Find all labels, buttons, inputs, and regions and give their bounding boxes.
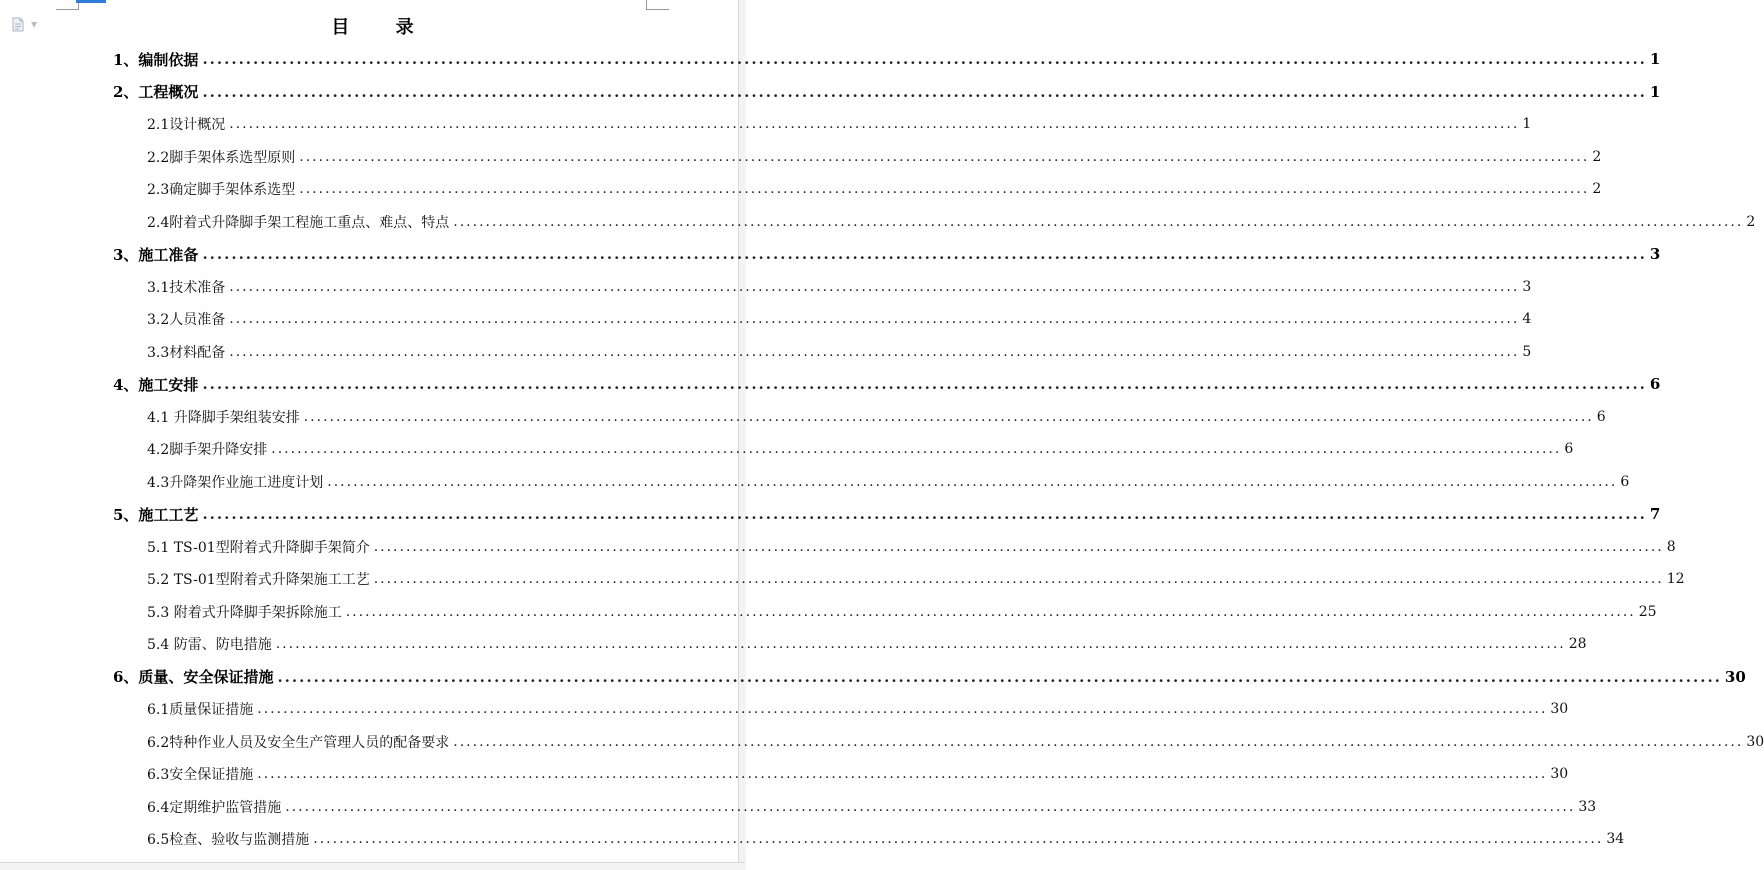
toc-entry-text: 5.1 TS-01型附着式升降脚手架简介	[147, 539, 370, 556]
toc-dot-leader: ........................................................................................................................................................................................................	[453, 733, 1744, 750]
toc-page-number: 6	[1564, 441, 1574, 457]
toc-page-number: 6	[1649, 375, 1661, 393]
toc-dot-leader: ........................................................................................................................................................................................................	[373, 538, 1664, 555]
toc-page-number: 1	[1649, 50, 1661, 68]
toc-subentry[interactable]	[147, 173, 1602, 205]
toc-page-number: 2	[1746, 213, 1756, 230]
toc-dot-leader: ........................................................................................................................................................................................................	[453, 213, 1744, 230]
toc-dot-leader: ........................................................................................................................................................................................................	[299, 181, 1590, 197]
toc-page-number: 12	[1666, 571, 1685, 587]
toc-dot-leader: ........................................................................................................................................................................................................	[303, 408, 1594, 425]
toc-dot-leader: ........................................................................................................................................................................................................	[229, 278, 1520, 295]
toc-subentry[interactable]	[147, 433, 1574, 465]
toc-page-number: 3	[1649, 245, 1661, 263]
toc-entry-text: 4.2脚手架升降安排	[147, 442, 268, 458]
toc-subentry[interactable]	[147, 401, 1606, 433]
toc-dot-leader: ........................................................................................................................................................................................................	[313, 831, 1604, 847]
toc-page-number: 1	[1522, 116, 1532, 132]
toc-page-number: 4	[1522, 311, 1532, 327]
toc-entry-text: 2.3确定脚手架体系选型	[147, 182, 296, 198]
toc-entry-text: 6、质量、安全保证措施	[113, 668, 274, 686]
toc-dot-leader: ........................................................................................................................................................................................................	[229, 343, 1520, 360]
toc-subentry[interactable]	[147, 758, 1569, 790]
toc-dot-leader: ........................................................................................................................................................................................................	[373, 571, 1664, 587]
toc-dot-leader: ........................................................................................................................................................................................................	[277, 667, 1722, 686]
toc-dot-leader: ........................................................................................................................................................................................................	[229, 311, 1520, 327]
toc-entry-text: 6.3安全保证措施	[147, 767, 254, 783]
toc-page-number: 28	[1568, 636, 1587, 652]
toc-subentry[interactable]	[147, 141, 1602, 173]
toc-entry-text: 6.1质量保证措施	[147, 702, 254, 718]
toc-entry-text: 4、施工安排	[113, 375, 199, 394]
toc-subentry[interactable]	[147, 466, 1630, 498]
toc-entry-text: 4.3升降架作业施工进度计划	[147, 474, 324, 491]
chevron-down-icon[interactable]: ▼	[31, 20, 38, 29]
toc-dot-leader: ........................................................................................................................................................................................................	[345, 603, 1636, 620]
toc-page-number: 2	[1592, 181, 1602, 197]
toc-page-number: 6	[1620, 473, 1630, 490]
toc-subentry[interactable]	[147, 693, 1569, 725]
toc-subentry[interactable]	[147, 596, 1657, 628]
selection-indicator	[76, 0, 106, 3]
toc-entry-text: 1、编制依据	[113, 50, 199, 69]
toc-subentry[interactable]	[147, 531, 1676, 563]
toc-dot-leader: ........................................................................................................................................................................................................	[202, 375, 1647, 393]
toc-entry-text: 3.1技术准备	[147, 279, 226, 296]
toc-title: 目 录	[331, 17, 434, 38]
toc-page-number: 30	[1550, 701, 1569, 717]
toc-heading-entry[interactable]	[113, 76, 1661, 108]
toc-dot-leader: ........................................................................................................................................................................................................	[202, 505, 1647, 523]
toc-entry-text: 2.1设计概况	[147, 117, 226, 133]
toc-page-number: 33	[1578, 798, 1597, 815]
toc-entry-text: 2.4附着式升降脚手架工程施工重点、难点、特点	[147, 214, 450, 231]
toc-page-number: 7	[1649, 505, 1661, 523]
toc-entry-text: 6.4定期维护监管措施	[147, 799, 282, 816]
toc-page-number: 25	[1638, 603, 1657, 620]
toc-dot-leader: ........................................................................................................................................................................................................	[327, 473, 1618, 490]
toc-entry-text: 5.3 附着式升降脚手架拆除施工	[147, 604, 342, 621]
crop-mark-top-right-h	[646, 9, 669, 10]
toc-entry-text: 6.2特种作业人员及安全生产管理人员的配备要求	[147, 734, 450, 751]
toc-page-number: 30	[1724, 667, 1746, 686]
toc-page-number: 8	[1666, 538, 1676, 555]
toc-subentry[interactable]	[147, 563, 1685, 595]
toc-entry-text: 5.2 TS-01型附着式升降架施工工艺	[147, 572, 370, 588]
toc-entry-text: 6.5检查、验收与监测措施	[147, 832, 310, 848]
toc-page-number: 1	[1649, 82, 1661, 101]
toc-dot-leader: ........................................................................................................................................................................................................	[299, 148, 1590, 165]
toc-dot-leader: ........................................................................................................................................................................................................	[229, 116, 1520, 132]
toc-entry-text: 3.3材料配备	[147, 344, 226, 361]
toc-dot-leader: ........................................................................................................................................................................................................	[202, 50, 1647, 68]
page-bottom-edge	[0, 862, 745, 870]
toc-subentry[interactable]	[147, 108, 1532, 140]
toc-dot-leader: ........................................................................................................................................................................................................	[285, 798, 1576, 815]
toc-entry-text: 5、施工工艺	[113, 505, 199, 524]
toc-subentry[interactable]	[147, 206, 1756, 238]
crop-mark-top-left-h	[56, 9, 79, 10]
toc-subentry[interactable]	[147, 303, 1532, 335]
toc-subentry[interactable]	[147, 726, 1764, 758]
toc-entry-text: 4.1 升降脚手架组装安排	[147, 409, 300, 426]
toc-dot-leader: ........................................................................................................................................................................................................	[257, 766, 1548, 782]
toc-heading-entry[interactable]	[113, 498, 1661, 530]
toc-subentry[interactable]	[147, 823, 1625, 855]
toc-dot-leader: ........................................................................................................................................................................................................	[271, 441, 1562, 457]
toc-heading-entry[interactable]	[113, 661, 1746, 693]
toc-dot-leader: ........................................................................................................................................................................................................	[202, 245, 1647, 263]
toc-page-number: 5	[1522, 343, 1532, 360]
toc-dot-leader: ........................................................................................................................................................................................................	[202, 82, 1647, 101]
toc-entry-text: 3.2人员准备	[147, 312, 226, 328]
toc-page-number: 34	[1606, 831, 1625, 847]
toc-entry-text: 2.2脚手架体系选型原则	[147, 149, 296, 166]
toc-page-number: 6	[1596, 408, 1606, 425]
toc-page-number: 2	[1592, 148, 1602, 165]
toc-page-number: 30	[1550, 766, 1569, 782]
toc-subentry[interactable]	[147, 791, 1597, 823]
toc-entry-text: 2、工程概况	[113, 83, 199, 101]
toc-dot-leader: ........................................................................................................................................................................................................	[257, 701, 1548, 717]
toc-subentry[interactable]	[147, 271, 1532, 303]
toc-dot-leader: ........................................................................................................................................................................................................	[275, 636, 1566, 652]
toc-entry-text: 3、施工准备	[113, 245, 199, 264]
toc-heading-entry[interactable]	[113, 368, 1661, 400]
toc-page-number: 3	[1522, 278, 1532, 295]
toc-page-number: 30	[1746, 733, 1764, 750]
toc-entry-text: 5.4 防雷、防电措施	[147, 637, 272, 653]
toc-heading-entry[interactable]	[113, 43, 1661, 75]
toc-heading-entry[interactable]	[113, 238, 1661, 270]
toc-subentry[interactable]	[147, 336, 1532, 368]
toc-subentry[interactable]	[147, 628, 1587, 660]
